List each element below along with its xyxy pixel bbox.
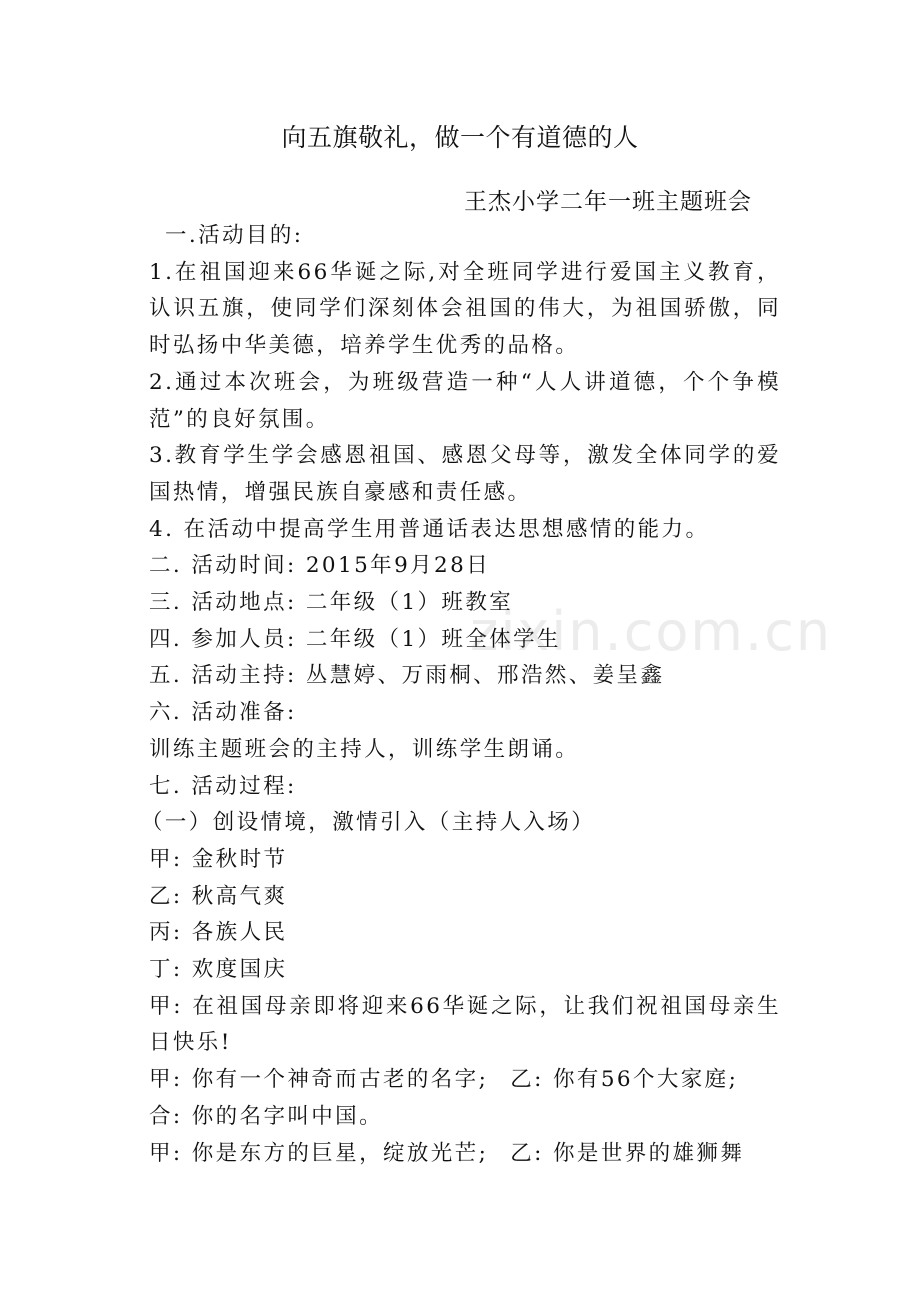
section-line-hosts: 五. 活动主持: 丛慧婷、万雨桐、邢浩然、姜呈鑫	[149, 663, 665, 689]
dialogue-line-pair	[141, 1062, 781, 1099]
document-title: 向五旗敬礼，做一个有道德的人	[281, 123, 639, 152]
sub-heading: （一）创设情境，激情引入（主持人入场）	[141, 810, 596, 836]
document-body	[141, 218, 781, 1172]
dialogue-line: 合: 你的名字叫中国。	[149, 1103, 383, 1129]
paragraph: 1.在祖国迎来66华诞之际,对全班同学进行爱国主义教育，认识五旗，使同学们深刻体会祖国的伟大，为祖国骄傲，同时弘扬中华美德，培养学生优秀的品格。	[149, 259, 781, 359]
dialogue-part: 甲: 你是东方的巨星，绽放光芒;	[149, 1140, 489, 1166]
dialogue-line: 乙: 秋高气爽	[149, 883, 288, 909]
watermark: zixin.com.cn	[470, 600, 833, 663]
section-line-participants: 四. 参加人员: 二年级（1）班全体学生	[149, 626, 561, 652]
section-line-time: 二. 活动时间: 2015年9月28日	[149, 553, 491, 579]
dialogue-line: 甲: 金秋时节	[149, 846, 288, 872]
dialogue-line: 丙: 各族人民	[149, 920, 288, 946]
section-line-place: 三. 活动地点: 二年级（1）班教室	[149, 590, 514, 616]
dialogue-line: 甲: 在祖国母亲即将迎来66华诞之际，让我们祝祖国母亲生日快乐!	[149, 993, 781, 1056]
dialogue-part: 乙: 你有56个大家庭;	[510, 1067, 739, 1093]
paragraph: 训练主题班会的主持人，训练学生朗诵。	[149, 736, 580, 762]
dialogue-line: 丁: 欢度国庆	[149, 957, 288, 983]
paragraph: 4. 在活动中提高学生用普通话表达思想感情的能力。	[149, 516, 710, 542]
dialogue-part: 乙: 你是世界的雄狮舞	[510, 1140, 745, 1166]
document-subtitle: 王杰小学二年一班主题班会	[464, 189, 752, 215]
dialogue-part: 甲: 你有一个神奇而古老的名字;	[149, 1067, 489, 1093]
paragraph: 2.通过本次班会，为班级营造一种“人人讲道德，个个争模范”的良好氛围。	[149, 369, 781, 432]
section-heading-purpose: 一.活动目的:	[165, 223, 304, 248]
dialogue-line-pair	[141, 1136, 781, 1173]
section-heading-preparation: 六. 活动准备:	[149, 700, 297, 726]
paragraph: 3.教育学生学会感恩祖国、感恩父母等，激发全体同学的爱国热情，增强民族自豪感和责任感。	[149, 443, 781, 505]
section-heading-process: 七. 活动过程:	[149, 773, 297, 799]
